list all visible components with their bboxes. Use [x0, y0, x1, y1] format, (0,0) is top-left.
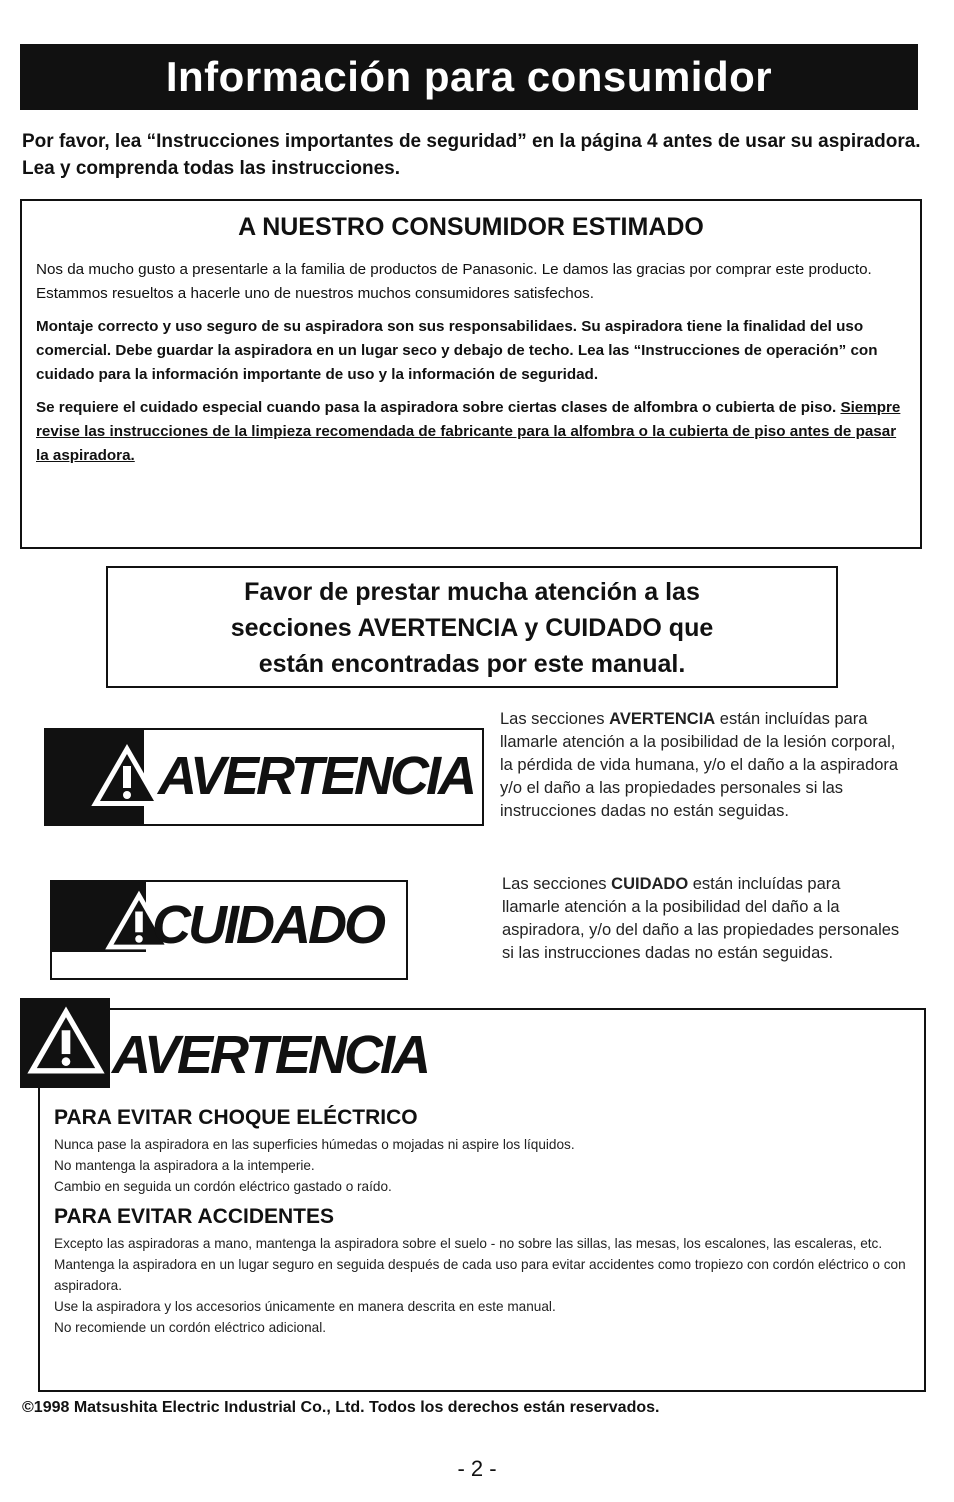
bottom-warning-word: AVERTENCIA	[112, 1025, 429, 1085]
warning-desc-post: están incluídas para llamarle atención a la posibilidad de la lesión corporal, la pérdida de vida humana, y/o el daño a la aspiradora y/o el daño a las propiedades personales si las instrucciones dadas no están seguidas.	[500, 710, 899, 820]
consumer-para-1: Nos da mucho gusto a presentarle a la familia de productos de Panasonic. Le damos las gracias por comprar este producto. Estammos resueltos a hacerle uno de nuestros muchos consumidores satisfechos.	[36, 261, 872, 302]
accidents-line: Excepto las aspiradoras a mano, mantenga la aspiradora sobre el suelo - no sobre las sillas, las mesas, los escalones, las escaleras, etc.	[54, 1236, 883, 1251]
accidents-line: No recomiende un cordón eléctrico adicional.	[54, 1320, 327, 1335]
warning-desc-keyword: AVERTENCIA	[609, 710, 716, 728]
intro-text: Por favor, lea “Instrucciones importantes de seguridad” en la página 4 antes de usar su aspiradora. Lea y comprenda todas las instrucciones.	[22, 131, 921, 179]
electric-shock-heading: PARA EVITAR CHOQUE ELÉCTRICO	[54, 1106, 418, 1129]
warning-sign-word: AVERTENCIA	[158, 746, 475, 806]
caution-desc-post: están incluídas para llamarle atención a la posibilidad del daño a la aspiradora, y/o del daño a las propiedades personales si las instrucciones dadas no están seguidas.	[502, 875, 900, 962]
warning-sign	[44, 728, 484, 826]
consumer-para-3-text: Se requiere el cuidado especial cuando pasa la aspiradora sobre ciertas clases de alfombra o cubierta de piso.	[36, 399, 837, 416]
attention-line-3: están encontradas por este manual.	[258, 650, 686, 678]
consumer-para-3	[36, 396, 906, 468]
accidents-heading: PARA EVITAR ACCIDENTES	[54, 1205, 335, 1228]
electric-shock-line: No mantenga la aspiradora a la intemperie.	[54, 1158, 315, 1173]
attention-line-1: Favor de prestar mucha atención a las	[244, 578, 700, 606]
accidents-line: Mantenga la aspiradora en un lugar seguro en seguida después de cada uso para evitar accidentes como tropiezo con cordón eléctrico o con aspiradora.	[54, 1257, 906, 1293]
warning-description	[500, 708, 900, 823]
attention-box	[106, 566, 838, 688]
caution-sign-word: CUIDADO	[152, 895, 383, 955]
caution-desc-keyword: CUIDADO	[611, 875, 689, 893]
warning-triangle-icon	[90, 742, 164, 808]
attention-line-2: secciones AVERTENCIA y CUIDADO que	[230, 614, 714, 642]
consumer-box-heading: A NUESTRO CONSUMIDOR ESTIMADO	[238, 213, 704, 241]
page-number: - 2 -	[457, 1456, 497, 1481]
copyright-notice: ©1998 Matsushita Electric Industrial Co., Ltd. Todos los derechos están reservados.	[22, 1399, 660, 1416]
accidents-line: Use la aspiradora y los accesorios únicamente en manera descrita en este manual.	[54, 1299, 556, 1314]
consumer-para-3-underlined: Siempre revise las instrucciones de la limpieza recomendada de fabricante para la alfombra o la cubierta de piso antes de pasar la aspiradora.	[36, 399, 901, 464]
consumer-box	[20, 199, 922, 549]
electric-shock-line: Cambio en seguida un cordón eléctrico gastado o raído.	[54, 1179, 392, 1194]
warning-desc-pre: Las secciones	[500, 710, 605, 728]
bottom-warning-triangle-icon	[26, 1004, 106, 1076]
bottom-warning-content	[54, 1106, 914, 1338]
caution-description	[502, 873, 902, 965]
caution-desc-pre: Las secciones	[502, 875, 607, 893]
page-title: Información para consumidor	[20, 44, 918, 110]
electric-shock-line: Nunca pase la aspiradora en las superficies húmedas o mojadas ni aspire los líquidos.	[54, 1137, 575, 1152]
caution-sign	[50, 880, 408, 980]
consumer-para-2: Montaje correcto y uso seguro de su aspiradora son sus responsabilidaes. Su aspiradora tiene la finalidad del uso comercial. Debe guardar la aspiradora en un lugar seco y debajo de techo. Lea las “Instrucciones de operación” con cuidado para la información importante de uso y la información de seguridad.	[36, 318, 878, 383]
